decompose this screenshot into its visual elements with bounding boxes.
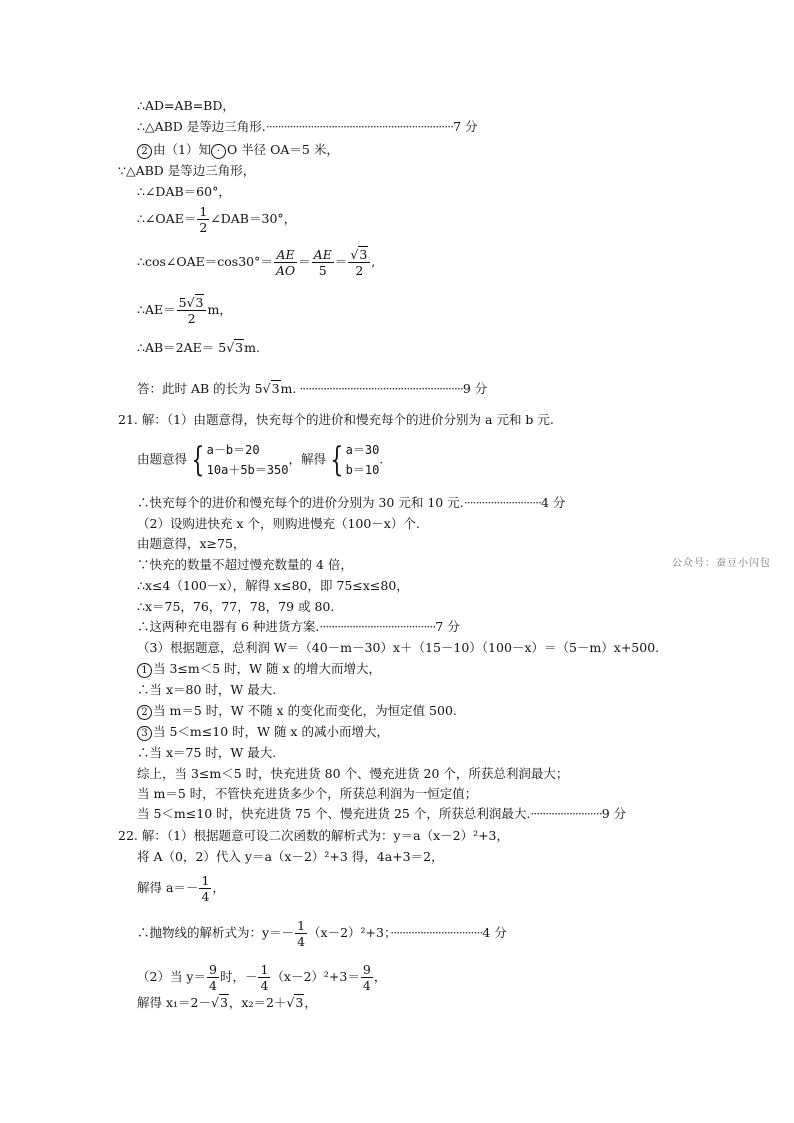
leader-dots: ························	[530, 806, 602, 821]
q21-line-14	[137, 724, 389, 741]
watermark: 公众号：蚕豆小闪包	[672, 558, 771, 569]
denominator: AO	[275, 263, 296, 278]
text: ，	[212, 880, 225, 895]
q21-line-7: ∴x≤4（100－x），解得 x≤80，即 75≤x≤80，	[137, 578, 409, 593]
leader-dots: ·······························	[390, 925, 483, 940]
proof-text-a: 由（1）知	[153, 142, 211, 157]
radicand: 3	[235, 340, 244, 355]
q22-line-3	[137, 873, 225, 904]
q21-line-16: 综上，当 3≤m＜5 时，快充进货 80 个、慢充进货 20 个，所获总利润最大；	[137, 766, 569, 781]
numerator	[348, 247, 370, 262]
numerator: 1	[297, 918, 306, 933]
score-mark: 9 分	[462, 381, 488, 396]
denominator: 4	[209, 978, 217, 993]
text: ∴这两种充电器有 6 种进货方案.	[137, 619, 320, 634]
text: ∠DAB＝30°，	[210, 211, 297, 226]
radicand: 3	[219, 995, 228, 1010]
text: 由题意得	[137, 451, 188, 467]
denominator: 4	[260, 978, 269, 993]
fraction-nine-quarters	[361, 962, 373, 993]
q22-line-4	[137, 918, 507, 949]
q21-line-5: 由题意得，x≥75，	[137, 536, 246, 551]
text: ∴抛物线的解析式为：y＝－	[137, 925, 295, 940]
text: （x－2）²+3＝	[271, 969, 360, 984]
leader-dots: ·······················································	[296, 381, 463, 396]
denominator: 4	[297, 934, 306, 949]
radicand: 3	[295, 995, 304, 1010]
denominator: 4	[201, 889, 210, 904]
numerator: 9	[209, 962, 217, 977]
q21-line-13	[137, 703, 457, 720]
leader-dots: ·······································	[319, 619, 436, 634]
circled-number-3: 3	[137, 726, 152, 741]
sqrt-symbol: √3	[211, 995, 228, 1010]
sqrt-symbol: √3	[186, 295, 204, 310]
proof-line-because: ∵△ABD 是等边三角形，	[118, 163, 256, 178]
text: ∴cos∠OAE＝cos30°＝	[137, 254, 273, 269]
proof-line-radius	[137, 142, 339, 159]
brace-symbol: {	[191, 440, 205, 480]
text: 答：此时 AB 的长为 5	[137, 381, 263, 396]
text: ，	[373, 969, 387, 984]
text: ，	[304, 995, 317, 1010]
q21-line-1: 21. 解：（1）由题意得，快充每个的进价和慢充每个的进价分别为 a 元和 b 元.	[118, 412, 554, 427]
q22-line-6	[137, 995, 317, 1011]
q21-line-10: （3）根据题意，总利润 W＝（40－m－30）x＋（15－10）（100－x）＝（5－m）x+500.	[137, 640, 660, 655]
sqrt-symbol: √3	[262, 381, 280, 396]
fraction-5sqrt3-2	[177, 295, 207, 326]
text: 当 3≤m＜5 时，W 随 x 的增大而增大，	[153, 661, 381, 676]
q21-line-18	[137, 806, 626, 822]
denominator: 2	[199, 220, 208, 235]
fraction-ae-ao	[274, 247, 297, 278]
answer-line	[137, 381, 487, 397]
numerator: 1	[199, 204, 208, 219]
text: （2）当 y＝	[137, 969, 206, 984]
numerator: 1	[260, 962, 269, 977]
proof-line-angle-oae	[137, 204, 296, 235]
fraction-nine-quarters	[207, 962, 219, 993]
radicand: 3	[195, 295, 204, 310]
q21-line-3	[137, 495, 565, 511]
text: （x－2）²+3；	[308, 925, 391, 940]
q22-line-1: 22. 解：（1）根据题意可设二次函数的解析式为：y＝a（x－2）²+3，	[118, 828, 510, 843]
text: ∴快充每个的进价和慢充每个的进价分别为 30 元和 10 元.	[137, 495, 464, 510]
solution-2: b＝10	[345, 463, 380, 477]
text: ∴AE＝	[137, 302, 176, 317]
denominator: 5	[312, 262, 334, 278]
q22-line-2: 将 A（0，2）代入 y＝a（x－2）²+3 得，4a+3＝2，	[137, 849, 444, 864]
text: 解得 a＝－	[137, 880, 199, 895]
numerator: AE	[313, 247, 332, 262]
q21-line-8: ∴x＝75，76，77，78，79 或 80.	[137, 599, 335, 614]
score-mark: 7 分	[453, 119, 478, 134]
q21-line-17: 当 m＝5 时，不管快充进货多少个，所获总利润为一恒定值；	[137, 786, 478, 801]
q21-system-equations	[137, 440, 383, 480]
q21-line-15: ∴当 x＝75 时，W 最大.	[137, 745, 277, 760]
q21-line-12: ∴当 x＝80 时，W 最大.	[137, 682, 277, 697]
proof-line-cos: ∴cos∠OAE＝cos30°＝ $\frac{AE}{AO}$ ＝ $\frac{AE}{5}$ ＝ $\frac{√3}{2}$ ,	[137, 247, 376, 278]
text: ，解得	[288, 451, 326, 467]
proof-text-b: O 半径 OA＝5 米，	[226, 142, 339, 157]
sqrt-symbol: √3	[226, 340, 244, 355]
sqrt-symbol: √3	[286, 995, 304, 1010]
fraction-quarter	[258, 962, 270, 993]
text: 当 5＜m≤10 时，W 随 x 的减小而增大，	[153, 724, 389, 739]
proof-text: ∴△ABD 是等边三角形.	[137, 119, 266, 134]
sqrt-symbol: √3	[350, 247, 368, 262]
proof-line-ae	[137, 295, 232, 326]
equation-system	[207, 440, 289, 480]
solution-1: a＝30	[345, 443, 380, 457]
proof-line-equal-sides: ∴AD=AB=BD，	[137, 98, 235, 113]
q21-line-6: ∵快充的数量不超过慢充数量的 4 倍，	[137, 557, 353, 572]
proof-line-equilateral	[137, 119, 478, 135]
q21-line-11	[137, 661, 381, 678]
numerator	[177, 295, 207, 310]
numerator: AE	[276, 247, 295, 262]
score-mark: 4 分	[482, 925, 507, 940]
text: ∴∠OAE＝	[137, 211, 197, 226]
text: .	[379, 451, 384, 467]
radicand: 3	[359, 247, 368, 262]
coefficient: 5	[178, 295, 187, 310]
denominator: 2	[177, 310, 207, 326]
text: m.	[280, 381, 297, 396]
circle-dot-symbol: ·	[211, 144, 226, 159]
text: ∴AB＝2AE＝ 5	[137, 340, 227, 355]
brace-symbol: {	[330, 440, 344, 480]
proof-line-angle-dab: ∴∠DAB＝60°，	[137, 184, 231, 199]
fraction-ae-5	[312, 247, 334, 278]
fraction-sqrt3-2	[348, 247, 370, 278]
score-mark: 9 分	[601, 806, 627, 821]
solution-system	[346, 440, 380, 480]
leader-dots: ··························	[463, 495, 541, 510]
q21-line-9	[137, 619, 460, 635]
q21-line-4: （2）设购进快充 x 个，则购进慢充（100－x）个.	[137, 516, 420, 531]
proof-line-ab	[137, 340, 260, 356]
text: 当 m＝5 时，W 不随 x 的变化而变化，为恒定值 500.	[153, 703, 457, 718]
circled-number-2: 2	[137, 705, 152, 720]
score-mark: 4 分	[541, 495, 566, 510]
text: ，x₂＝2＋	[228, 995, 287, 1010]
equation-1: a－b＝20	[206, 443, 260, 457]
fraction-half	[197, 204, 209, 235]
equation-2: 10a＋5b＝350	[206, 463, 289, 477]
text: 解得 x₁＝2－	[137, 995, 211, 1010]
circled-number-1: 1	[137, 663, 152, 678]
numerator: 9	[362, 962, 371, 977]
leader-dots: ·······························································	[265, 119, 454, 134]
circled-number-2: 2	[137, 144, 152, 159]
numerator: 1	[201, 873, 210, 888]
text: m，	[207, 302, 232, 317]
radicand: 3	[271, 381, 280, 396]
q22-line-5	[137, 962, 386, 993]
fraction-quarter	[199, 873, 211, 904]
text: 时，－	[219, 969, 258, 984]
text: m.	[244, 340, 260, 355]
denominator: 4	[362, 978, 371, 993]
denominator: 2	[348, 262, 370, 278]
text: 当 5＜m≤10 时，快充进货 75 个、慢充进货 25 个，所获总利润最大.	[137, 806, 531, 821]
score-mark: 7 分	[435, 619, 460, 634]
fraction-quarter	[295, 918, 307, 949]
